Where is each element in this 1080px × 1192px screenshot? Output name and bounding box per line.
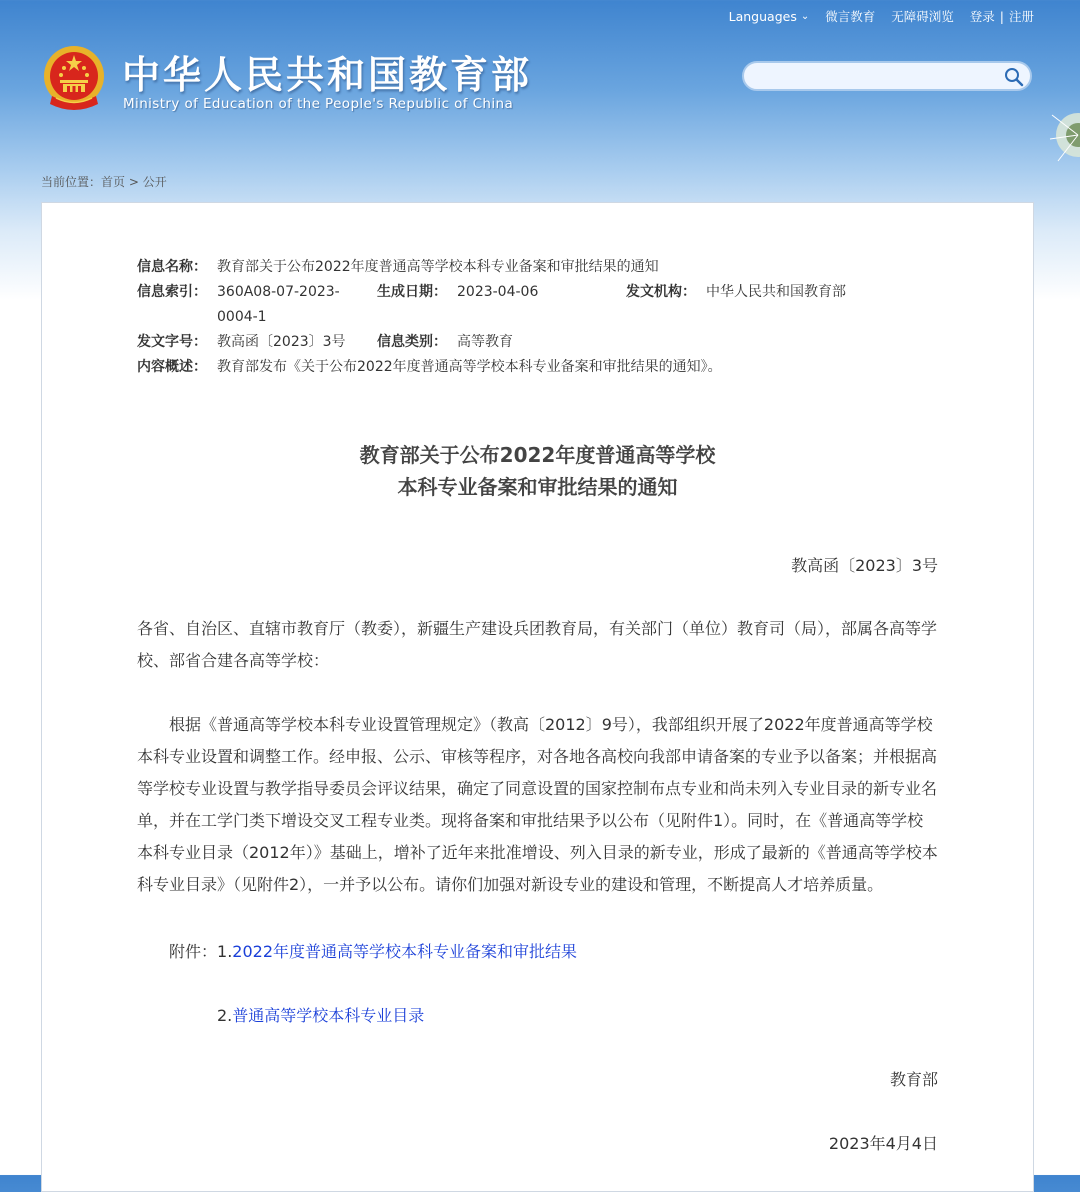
body-paragraph: 根据《普通高等学校本科专业设置管理规定》（教高〔2012〕9号），我部组织开展了2022年度普通高等学校本科专业设置和调整工作。经申报、公示、审核等程序，对各地各高校向我部申请备案的专业予以备案；并根据高等学校专业设置与教学指导委员会评议结果，确定了同意设置的国家控制布点专业和尚未列入专业目录的新专业名单，并在工学门类下增设交叉工程专业类。现将备案和审批结果予以公布（见附件1）。同时，在《普通高等学校本科专业目录（2012年）》基础上，增补了近年来批准增设、列入目录的新专业，形成了最新的《普通高等学校本科专业目录》（见附件2），一并予以公布。请你们加强对新设专业的建设和管理，不断提高人才培养质量。 (137, 715, 938, 894)
document-title-line2: 本科专业备案和审批结果的通知 (397, 475, 678, 499)
meta-docno-value: 教高函〔2023〕3号 (217, 334, 346, 350)
signature: 教育部 (889, 1070, 938, 1089)
meta-summary-value: 教育部发布《关于公布2022年度普通高等学校本科专业备案和审批结果的通知》。 (217, 359, 722, 375)
dandelion-decoration-icon (1038, 95, 1080, 185)
document-title-line1: 教育部关于公布2022年度普通高等学校 (359, 443, 716, 467)
attachments-label: 附件： (169, 942, 218, 961)
breadcrumb-home-link[interactable]: 首页 (101, 175, 126, 189)
meta-name-label: 信息名称： (137, 259, 207, 275)
meta-org-label: 发文机构： (626, 284, 696, 300)
national-emblem-logo[interactable] (42, 44, 106, 114)
meta-index-label: 信息索引： (137, 284, 207, 300)
meta-category-label: 信息类别： (377, 334, 447, 350)
weiyan-jiaoyu-link[interactable]: 微言教育 (825, 9, 876, 24)
breadcrumb-current-link[interactable]: 公开 (142, 175, 167, 189)
breadcrumb-prefix: 当前位置： (41, 175, 102, 189)
meta-name-value: 教育部关于公布2022年度普通高等学校本科专业备案和审批结果的通知 (217, 259, 659, 275)
meta-date-label: 生成日期： (377, 284, 447, 300)
attachment-2 (217, 1003, 424, 1026)
register-link[interactable]: 注册 (1008, 9, 1034, 24)
content-panel (41, 202, 1034, 1192)
meta-date-value: 2023-04-06 (457, 284, 539, 300)
meta-summary-label: 内容概述： (137, 359, 207, 375)
attachment-2-number: 2. (217, 1006, 233, 1025)
document-title (42, 439, 1033, 503)
languages-label: Languages (728, 8, 797, 24)
salutation-paragraph: 各省、自治区、直辖市教育厅（教委），新疆生产建设兵团教育局，有关部门（单位）教育司（局），部属各高等学校、部省合建各高等学校： (137, 619, 938, 670)
attachment-1-link[interactable]: 2022年度普通高等学校本科专业备案和审批结果 (232, 942, 578, 961)
attachment-2-link[interactable]: 普通高等学校本科专业目录 (232, 1006, 425, 1025)
document-number: 教高函〔2023〕3号 (791, 556, 938, 575)
search-input[interactable] (758, 66, 992, 88)
top-bar (729, 7, 1034, 25)
login-link[interactable]: 登录 (969, 9, 995, 24)
attachment-1-number: 1. (217, 942, 233, 961)
breadcrumb (41, 173, 167, 190)
meta-index-value: 360A08-07-2023-0004-1 (217, 284, 340, 325)
login-register-separator: | (999, 8, 1004, 24)
search-icon[interactable] (1004, 67, 1024, 87)
attachment-1 (169, 939, 577, 962)
breadcrumb-separator: > (125, 175, 143, 189)
chevron-down-icon: ⌄ (800, 10, 810, 22)
site-subtitle: Ministry of Education of the People's Republic of China (123, 96, 514, 112)
document-date: 2023年4月4日 (828, 1134, 938, 1153)
languages-dropdown[interactable] (729, 9, 810, 24)
site-title: 中华人民共和国教育部 (122, 53, 533, 97)
search-box (742, 61, 1032, 91)
meta-org-value: 中华人民共和国教育部 (706, 284, 846, 300)
meta-category-value: 高等教育 (457, 334, 513, 350)
meta-docno-label: 发文字号： (137, 334, 207, 350)
accessibility-link[interactable]: 无障碍浏览 (891, 9, 954, 24)
